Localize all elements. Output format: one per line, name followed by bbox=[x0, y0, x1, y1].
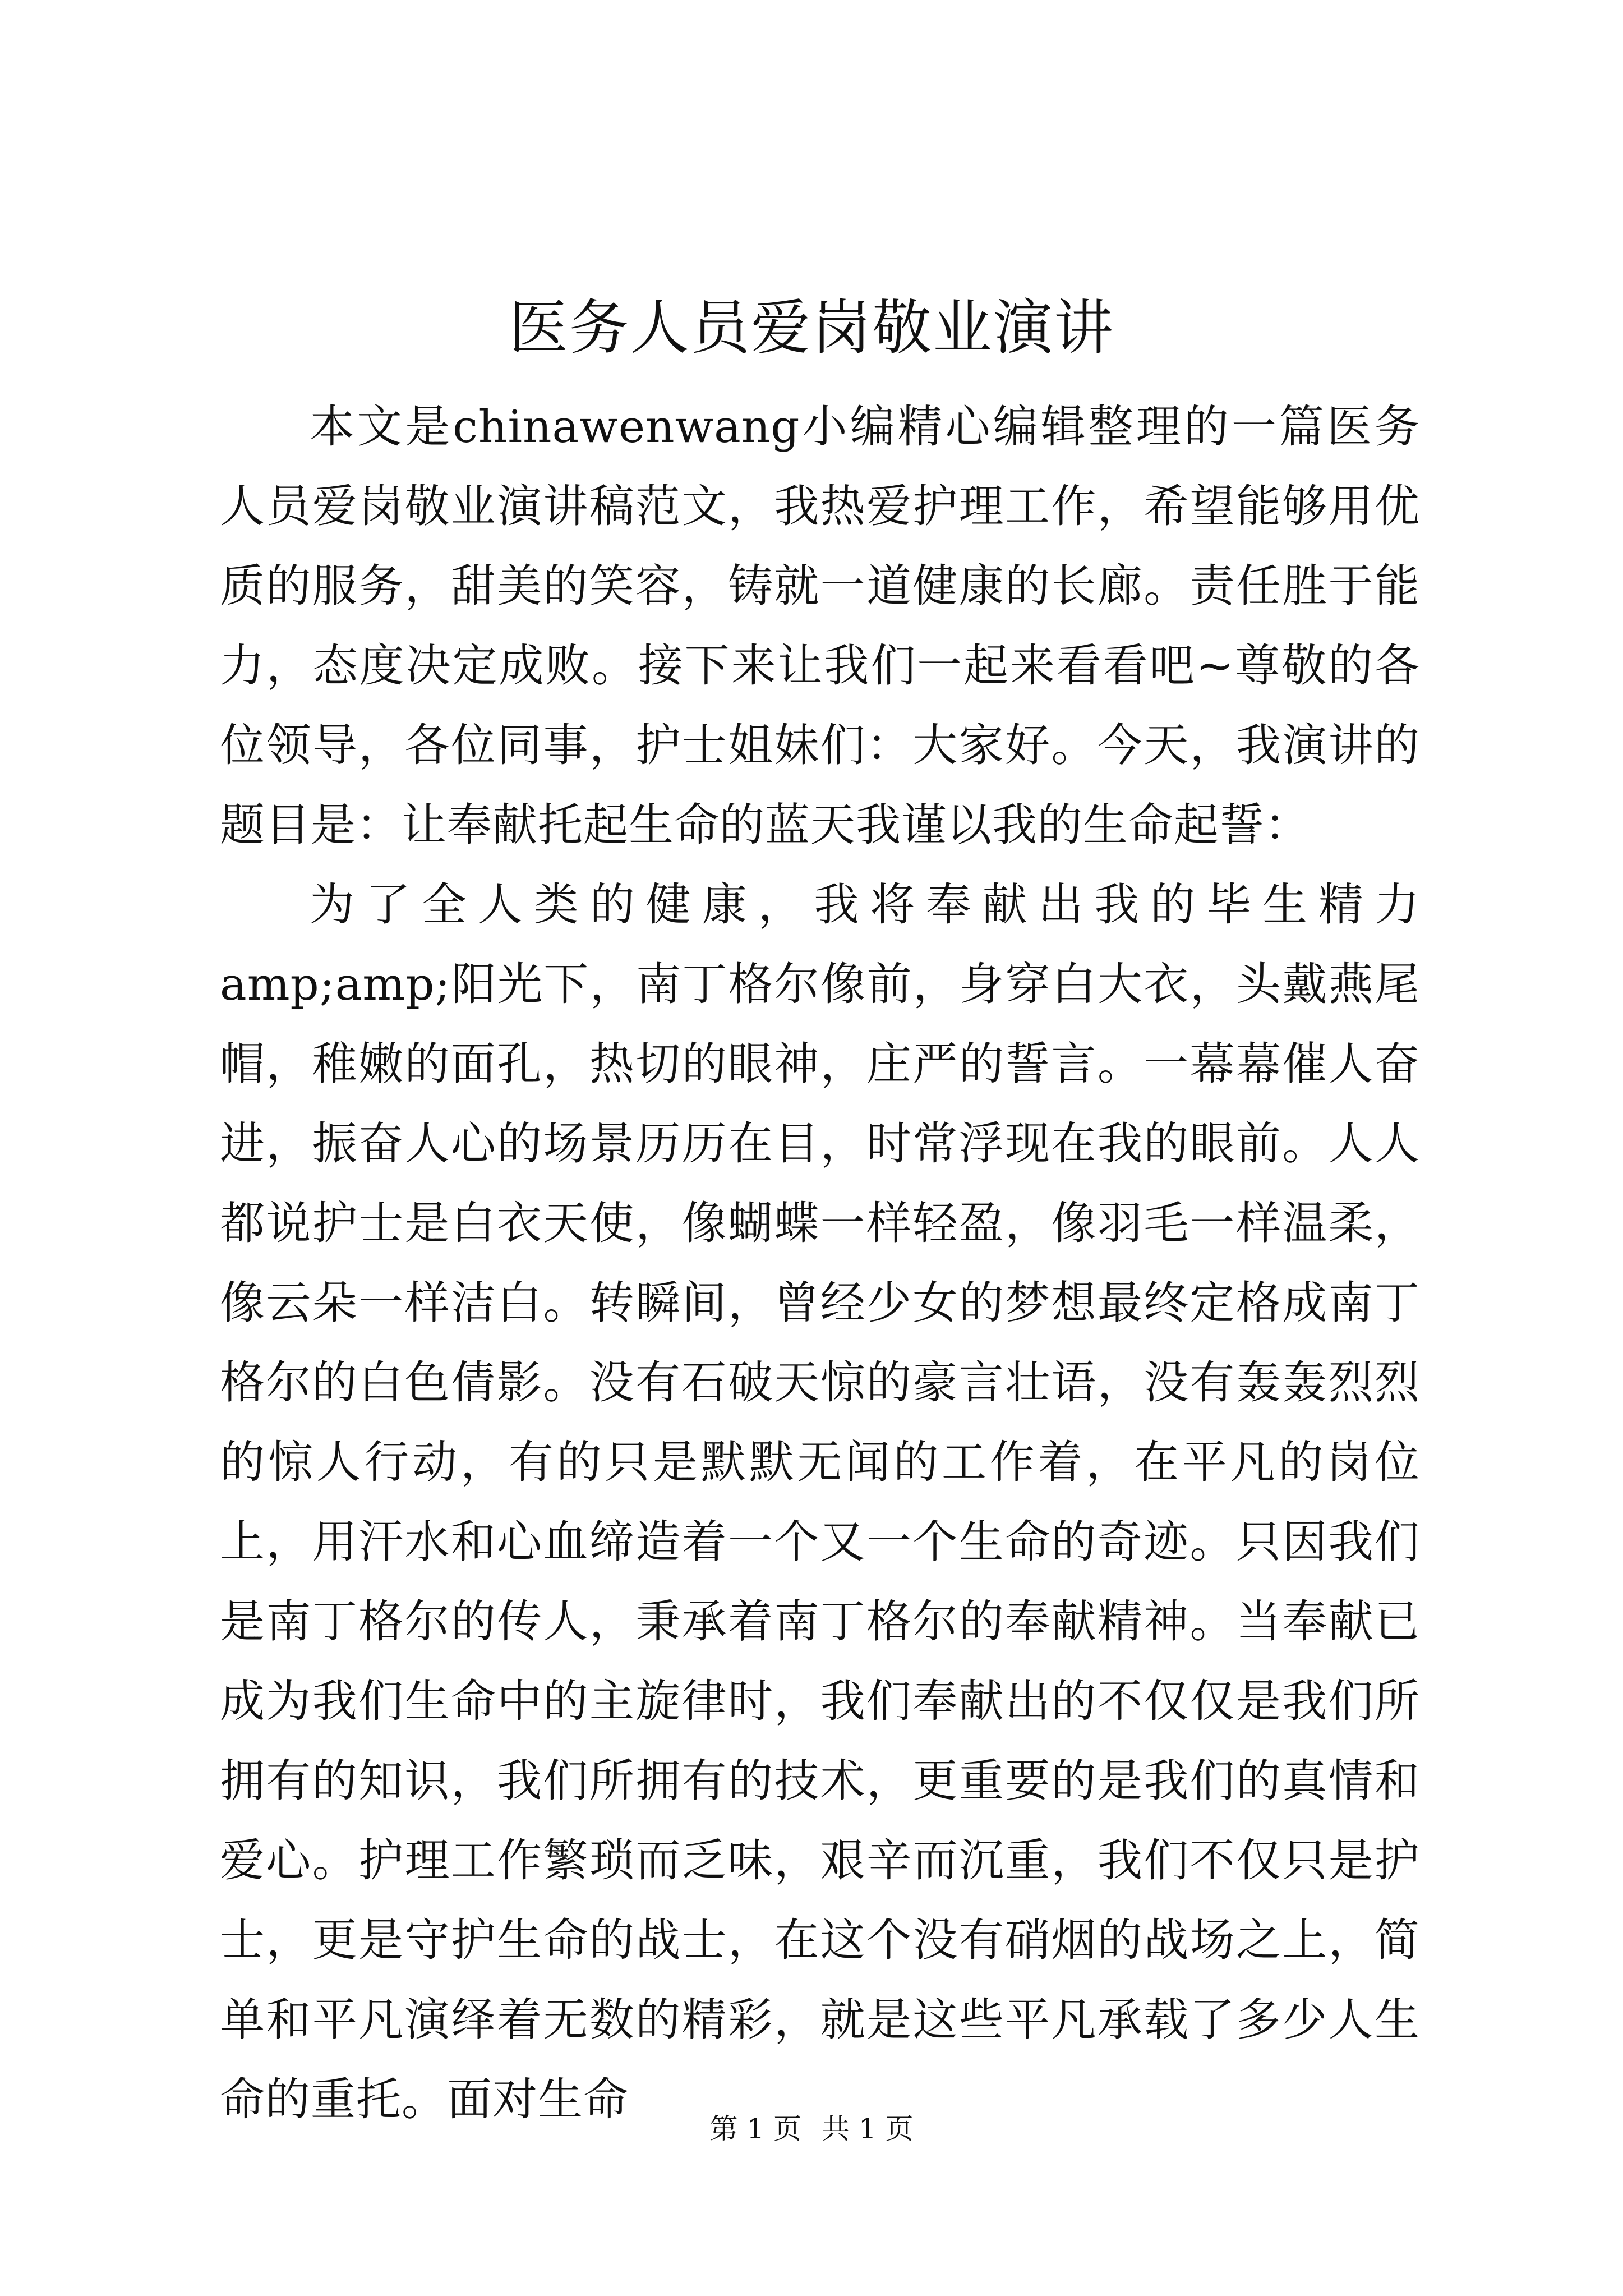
page-number: 第 1 页 bbox=[709, 2113, 802, 2145]
paragraph-main: 为了全人类的健康，我将奉献出我的毕生精力amp;amp;阳光下，南丁格尔像前，身穿白大衣，头戴燕尾帽，稚嫩的面孔，热切的眼神，庄严的誓言。一幕幕催人奋进，振奋人心的场景历历在目，时常浮现在我的眼前。人人都说护士是白衣天使，像蝴蝶一样轻盈，像羽毛一样温柔，像云朵一样洁白。转瞬间，曾经少女的梦想最终定格成南丁格尔的白色倩影。没有石破天惊的豪言壮语，没有轰轰烈烈的惊人行动，有的只是默默无闻的工作着，在平凡的岗位上，用汗水和心血缔造着一个又一个生命的奇迹。只因我们是南丁格尔的传人，秉承着南丁格尔的奉献精神。当奉献已成为我们生命中的主旋律时，我们奉献出的不仅仅是我们所拥有的知识，我们所拥有的技术，更重要的是我们的真情和爱心。护理工作繁琐而乏味，艰辛而沉重，我们不仅只是护士，更是守护生命的战士，在这个没有硝烟的战场之上，简单和平凡演绎着无数的精彩，就是这些平凡承载了多少人生命的重托。面对生命 bbox=[220, 878, 1420, 2125]
page-footer bbox=[0, 2112, 1623, 2146]
document-title: 医务人员爱岗敬业演讲 bbox=[509, 293, 1114, 362]
paragraph-intro: 本文是chinawenwang小编精心编辑整理的一篇医务人员爱岗敬业演讲稿范文，我热爱护理工作，希望能够用优质的服务，甜美的笑容，铸就一道健康的长廊。责任胜于能力，态度决定成败。接下来让我们一起来看看吧~尊敬的各位领导，各位同事，护士姐妹们：大家好。今天，我演讲的题目是：让奉献托起生命的蓝天我谨以我的生命起誓： bbox=[220, 401, 1420, 851]
page-total: 共 1 页 bbox=[821, 2113, 914, 2145]
document-body bbox=[220, 387, 1420, 2139]
